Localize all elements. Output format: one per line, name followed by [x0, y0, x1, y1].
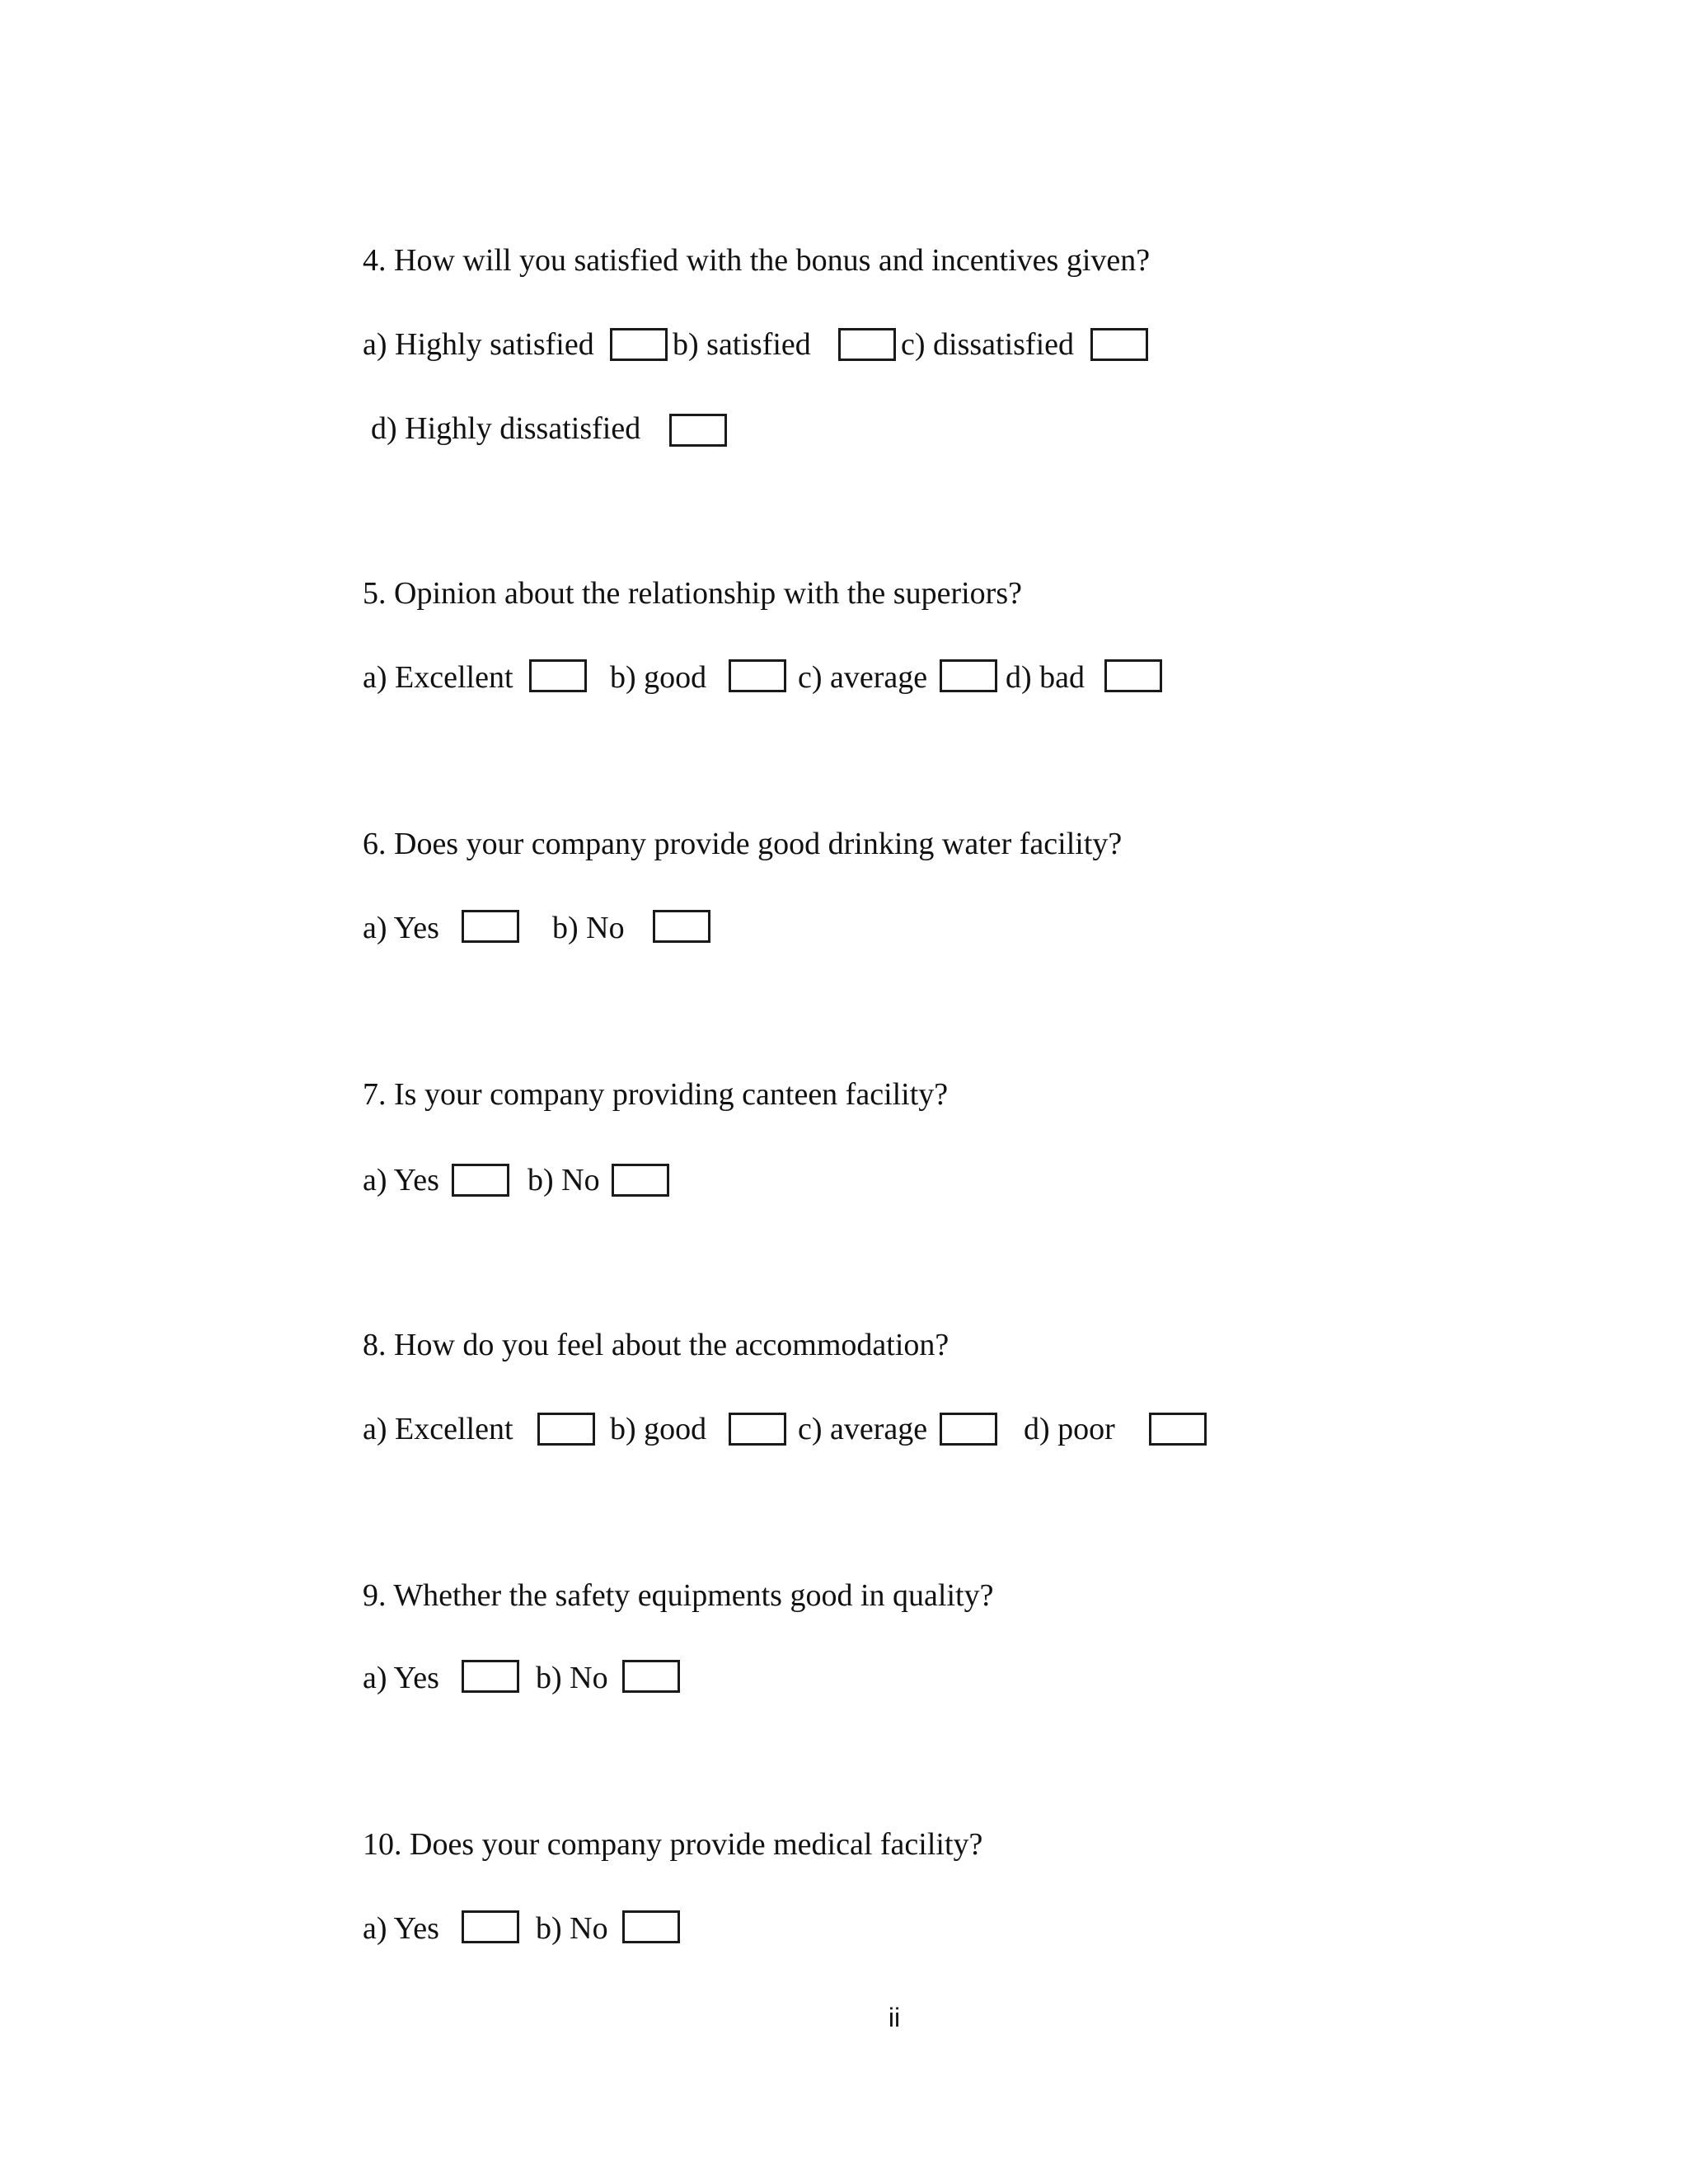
option-checkbox[interactable]: [940, 659, 997, 692]
option-label: d) Highly dissatisfied: [371, 411, 641, 446]
option-label: c) dissatisfied: [901, 327, 1075, 362]
option-label: d) poor: [1024, 1412, 1115, 1446]
option-checkbox[interactable]: [622, 1910, 680, 1943]
option-checkbox[interactable]: [452, 1164, 509, 1197]
option-checkbox[interactable]: [1090, 328, 1148, 361]
question-text: 7. Is your company providing canteen facility?: [363, 1077, 949, 1112]
question-10: [363, 1820, 982, 1869]
option-label: b) good: [610, 1412, 707, 1446]
option-label: a) Yes: [363, 911, 439, 945]
question-5: [363, 569, 1022, 618]
option-checkbox[interactable]: [462, 910, 519, 943]
question-9: [363, 1571, 993, 1620]
question-8-options: [363, 1404, 1269, 1454]
option-label: b) No: [536, 1911, 608, 1946]
option-checkbox[interactable]: [622, 1660, 680, 1693]
option-checkbox[interactable]: [653, 910, 710, 943]
option-label: b) No: [536, 1661, 608, 1695]
option-checkbox[interactable]: [462, 1910, 519, 1943]
question-9-options: [363, 1653, 775, 1703]
option-label: b) No: [528, 1163, 600, 1197]
option-checkbox[interactable]: [729, 1413, 786, 1446]
option-checkbox[interactable]: [729, 659, 786, 692]
question-6: [363, 819, 1122, 869]
option-checkbox[interactable]: [1104, 659, 1162, 692]
option-label: b) satisfied: [673, 327, 811, 362]
option-checkbox[interactable]: [940, 1413, 997, 1446]
option-checkbox[interactable]: [838, 328, 896, 361]
option-label: b) No: [552, 911, 625, 945]
option-label: a) Yes: [363, 1911, 439, 1946]
option-label: d) bad: [1006, 660, 1085, 695]
option-label: a) Excellent: [363, 660, 513, 695]
page-number: ii: [888, 2003, 901, 2032]
question-8: [363, 1320, 949, 1370]
option-checkbox[interactable]: [537, 1413, 595, 1446]
question-4: [363, 236, 1150, 285]
option-checkbox[interactable]: [612, 1164, 669, 1197]
option-label: a) Yes: [363, 1163, 439, 1197]
question-4-options-row-2: [371, 404, 783, 453]
question-text: 10. Does your company provide medical facility?: [363, 1827, 983, 1862]
question-6-options: [363, 903, 775, 953]
option-label: a) Highly satisfied: [363, 327, 594, 362]
option-label: c) average: [798, 1412, 928, 1446]
option-checkbox[interactable]: [669, 414, 727, 447]
option-label: b) good: [610, 660, 707, 695]
question-7-options: [363, 1155, 775, 1205]
option-checkbox[interactable]: [529, 659, 587, 692]
question-10-options: [363, 1904, 775, 1953]
question-text: 5. Opinion about the relationship with the superiors?: [363, 576, 1022, 611]
option-label: a) Yes: [363, 1661, 439, 1695]
option-label: a) Excellent: [363, 1412, 513, 1446]
question-5-options: [363, 653, 1269, 702]
option-checkbox[interactable]: [462, 1660, 519, 1693]
question-text: 4. How will you satisfied with the bonus and incentives given?: [363, 243, 1151, 278]
option-checkbox[interactable]: [1149, 1413, 1207, 1446]
question-text: 6. Does your company provide good drinking water facility?: [363, 827, 1123, 861]
option-label: c) average: [798, 660, 928, 695]
option-checkbox[interactable]: [610, 328, 668, 361]
question-text: 8. How do you feel about the accommodation?: [363, 1328, 950, 1362]
question-text: 9. Whether the safety equipments good in quality?: [363, 1578, 994, 1613]
question-4-options: [363, 320, 1269, 369]
question-7: [363, 1070, 948, 1119]
